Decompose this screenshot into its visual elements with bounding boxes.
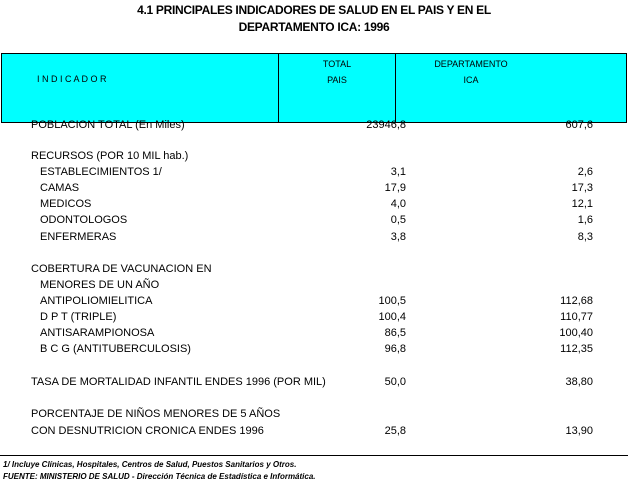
row-label: CON DESNUTRICION CRONICA ENDES 1996 — [31, 425, 264, 437]
value-ica: 112,35 — [560, 343, 593, 355]
value-pais: 100,5 — [378, 295, 406, 307]
title-line-2: DEPARTAMENTO ICA: 1996 — [238, 20, 390, 34]
header-total: TOTAL — [322, 59, 352, 69]
value-ica: 38,80 — [565, 376, 593, 388]
header-indicador: I N D I C A D O R — [37, 74, 107, 84]
row-label: CAMAS — [40, 182, 80, 194]
table-row — [0, 150, 628, 164]
value-pais: 23946,8 — [366, 119, 406, 131]
value-pais: 4,0 — [390, 198, 406, 210]
footnote: 1/ Incluye Clínicas, Hospitales, Centros de Salud, Puestos Sanitarios y Otros. — [3, 460, 297, 469]
value-pais: 17,9 — [384, 182, 406, 194]
value-pais: 50,0 — [384, 376, 406, 388]
value-pais: 86,5 — [384, 327, 406, 339]
table-row — [0, 182, 628, 196]
row-label: ODONTOLOGOS — [40, 214, 128, 226]
row-label: POBLACION TOTAL (En Miles) — [31, 119, 185, 131]
table-row — [0, 343, 628, 357]
value-pais: 0,5 — [390, 214, 406, 226]
table-row — [0, 425, 628, 439]
row-label: D P T (TRIPLE) — [40, 311, 117, 323]
value-ica: 607,6 — [565, 119, 593, 131]
value-ica: 100,40 — [559, 327, 593, 339]
value-ica: 1,6 — [577, 214, 593, 226]
value-ica: 112,68 — [560, 295, 593, 307]
row-label: PORCENTAJE DE NIÑOS MENORES DE 5 AÑOS — [31, 408, 281, 420]
value-pais: 3,8 — [390, 231, 406, 243]
row-label: ANTISARAMPIONOSA — [40, 327, 155, 339]
table-row — [0, 231, 628, 245]
table-row — [0, 198, 628, 212]
table-row — [0, 376, 628, 390]
row-label: MEDICOS — [40, 198, 92, 210]
value-ica: 8,3 — [577, 231, 593, 243]
value-ica: 17,3 — [571, 182, 593, 194]
table-row — [0, 214, 628, 228]
row-label: ESTABLECIMIENTOS 1/ — [40, 166, 162, 178]
row-label: B C G (ANTITUBERCULOSIS) — [40, 343, 191, 355]
table-row — [0, 166, 628, 180]
table-row — [0, 295, 628, 309]
value-pais: 25,8 — [384, 425, 406, 437]
table-header — [1, 53, 627, 123]
table-row — [0, 119, 628, 133]
value-ica: 12,1 — [571, 198, 593, 210]
table-row — [0, 327, 628, 341]
row-label: ENFERMERAS — [40, 231, 117, 243]
header-ica: ICA — [463, 75, 479, 85]
footer-divider — [0, 455, 628, 456]
table-row — [0, 263, 628, 277]
value-pais: 100,4 — [378, 311, 406, 323]
header-pais: PAIS — [327, 75, 347, 85]
source-note: FUENTE: MINISTERIO DE SALUD - Dirección Técnica de Estadística e Informática. — [3, 472, 316, 481]
row-label: TASA DE MORTALIDAD INFANTIL ENDES 1996 (POR MIL) — [31, 376, 326, 388]
value-ica: 2,6 — [577, 166, 593, 178]
header-departamento: DEPARTAMENTO — [434, 59, 508, 69]
value-pais: 3,1 — [390, 166, 406, 178]
value-ica: 110,77 — [560, 311, 593, 323]
row-label: MENORES DE UN AÑO — [40, 279, 160, 291]
table-row — [0, 408, 628, 422]
row-label: COBERTURA DE VACUNACION EN — [31, 263, 212, 275]
value-ica: 13,90 — [565, 425, 593, 437]
table-row — [0, 279, 628, 293]
title-line-1: 4.1 PRINCIPALES INDICADORES DE SALUD EN EL PAIS Y EN EL — [137, 3, 491, 17]
table-row — [0, 311, 628, 325]
value-pais: 96,8 — [384, 343, 406, 355]
row-label: ANTIPOLIOMIELITICA — [40, 295, 153, 307]
row-label: RECURSOS (POR 10 MIL hab.) — [31, 150, 189, 162]
